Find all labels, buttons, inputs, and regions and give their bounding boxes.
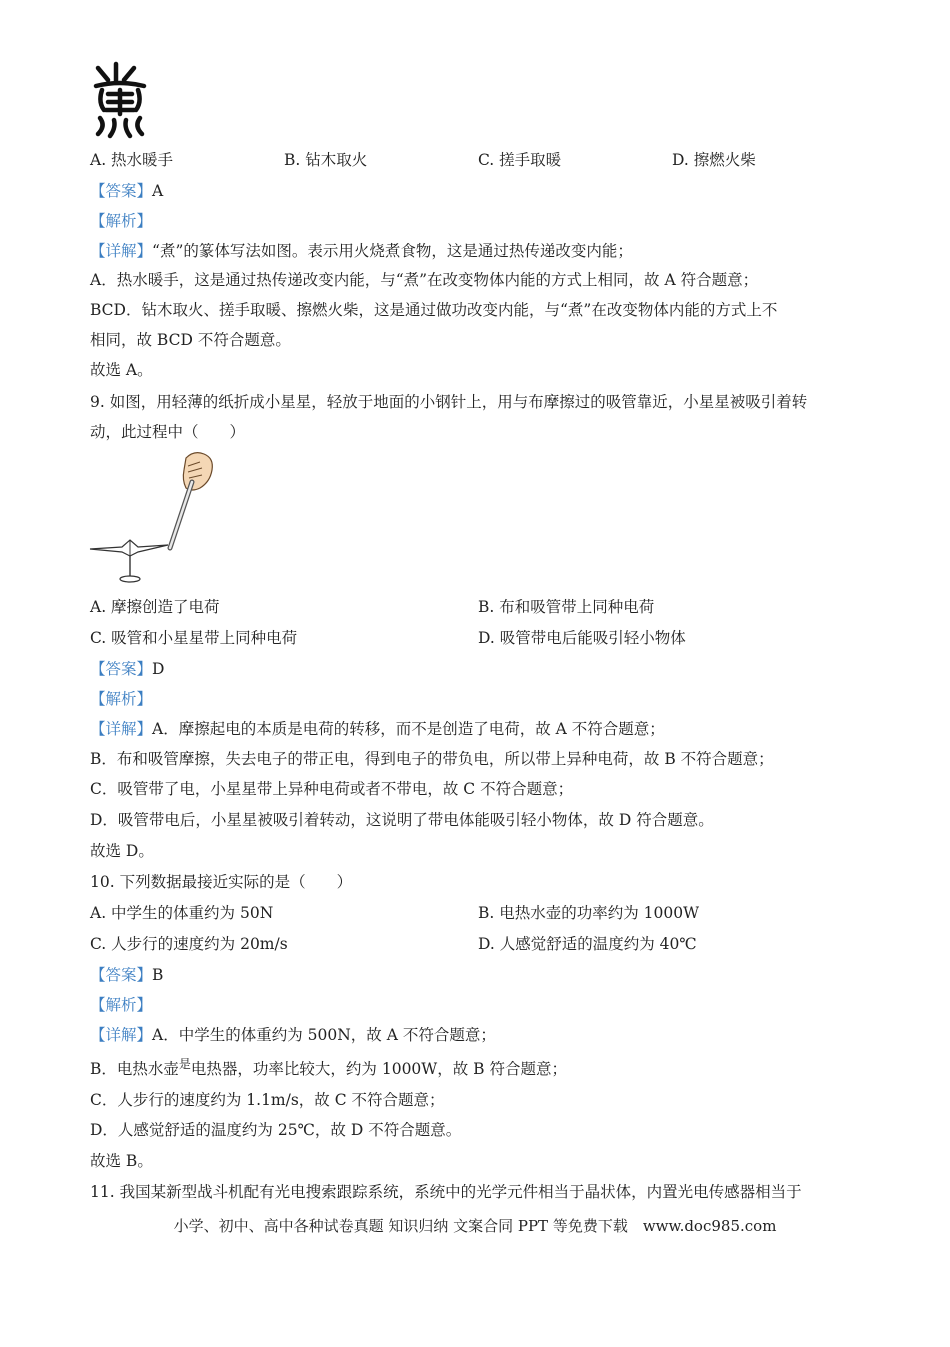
q9-answer [90, 659, 164, 679]
q10-stem: 10. 下列数据最接近实际的是（ ） [90, 873, 353, 891]
q8-option-b: B. 钻木取火 [284, 151, 368, 169]
detail-tag: 【详解】 [90, 1026, 153, 1044]
q10-option-d: D. 人感觉舒适的温度约为 40℃ [478, 935, 697, 953]
q8-line-bcd-1: BCD．钻木取火、搓手取暖、擦燃火柴，这是通过做功改变内能，与“煮”在改变物体内能的方式上不 [90, 301, 778, 319]
q8-line-bcd-2: 相同，故 BCD 不符合题意。 [90, 331, 291, 349]
q8-option-d: D. 擦燃火柴 [672, 151, 756, 169]
q8-analysis-tag [90, 211, 152, 231]
line-b-post: 电热器，功率比较大，约为 1000W，故 B 符合题意； [190, 1060, 567, 1078]
q8-detail [90, 241, 633, 261]
straw-star-figure [88, 448, 228, 588]
q8-answer [90, 181, 163, 201]
q10-line-b [90, 1059, 567, 1080]
answer-tag: 【答案】 [90, 182, 153, 200]
q9-option-d: D. 吸管带电后能吸引轻小物体 [478, 629, 686, 647]
analysis-tag: 【解析】 [90, 996, 153, 1014]
analysis-tag: 【解析】 [90, 212, 153, 230]
q10-answer [90, 965, 163, 985]
q9-stem-2: 动，此过程中（ ） [90, 423, 246, 441]
detail-tag: 【详解】 [90, 720, 153, 738]
detail-text: A．摩擦起电的本质是电荷的转移，而不是创造了电荷，故 A 不符合题意； [152, 720, 665, 738]
q9-line-c: C．吸管带了电，小星星带上异种电荷或者不带电，故 C 不符合题意； [90, 780, 574, 798]
answer-tag: 【答案】 [90, 966, 153, 984]
seal-script-zhu-figure [90, 60, 150, 140]
q9-option-b: B. 布和吸管带上同种电荷 [478, 598, 655, 616]
detail-text: “煮”的篆体写法如图。表示用火烧煮食物，这是通过热传递改变内能； [152, 242, 633, 260]
q9-line-b: B．布和吸管摩擦，失去电子的带正电，得到电子的带负电，所以带上异种电荷，故 B 不符合题意； [90, 750, 774, 768]
answer-tag: 【答案】 [90, 660, 153, 678]
q10-option-b: B. 电热水壶的功率约为 1000W [478, 904, 700, 922]
q9-option-c: C. 吸管和小星星带上同种电荷 [90, 629, 298, 647]
q9-option-a: A. 摩擦创造了电荷 [90, 598, 220, 616]
line-b-pre: B．电热水壶 [90, 1060, 179, 1078]
q9-stem-1: 9. 如图，用轻薄的纸折成小星星，轻放于地面的小钢针上，用与布摩擦过的吸管靠近，小星星被吸引着转 [90, 393, 808, 411]
detail-tag: 【详解】 [90, 242, 153, 260]
q10-conclusion: 故选 B。 [90, 1152, 153, 1170]
q10-option-a: A. 中学生的体重约为 50N [90, 904, 274, 922]
answer-value: B [152, 966, 164, 984]
line-b-small: 是 [178, 1057, 191, 1071]
q9-detail [90, 719, 665, 739]
q8-option-c: C. 搓手取暖 [478, 151, 562, 169]
q11-stem-1: 11. 我国某新型战斗机配有光电搜索跟踪系统，系统中的光学元件相当于晶状体，内置光电传感器相当于 [90, 1183, 802, 1201]
q9-conclusion: 故选 D。 [90, 842, 154, 860]
answer-value: D [152, 660, 165, 678]
detail-text: A．中学生的体重约为 500N，故 A 不符合题意； [152, 1026, 496, 1044]
q8-line-a: A．热水暖手，这是通过热传递改变内能，与“煮”在改变物体内能的方式上相同，故 A 符合题意； [90, 271, 759, 289]
q8-conclusion: 故选 A。 [90, 361, 153, 379]
q9-line-d: D．吸管带电后，小星星被吸引着转动，这说明了带电体能吸引轻小物体，故 D 符合题意。 [90, 811, 714, 829]
q8-option-a: A. 热水暖手 [90, 151, 174, 169]
q10-detail [90, 1025, 496, 1045]
page-footer: 小学、初中、高中各种试卷真题 知识归纳 文案合同 PPT 等免费下载 www.doc985.com [173, 1217, 777, 1235]
analysis-tag: 【解析】 [90, 690, 153, 708]
answer-value: A [152, 182, 164, 200]
q10-option-c: C. 人步行的速度约为 20m/s [90, 935, 288, 953]
q9-analysis-tag [90, 689, 152, 709]
q10-line-d: D．人感觉舒适的温度约为 25℃，故 D 不符合题意。 [90, 1121, 462, 1139]
q10-analysis-tag [90, 995, 152, 1015]
q10-line-c: C．人步行的速度约为 1.1m/s，故 C 不符合题意； [90, 1091, 445, 1109]
